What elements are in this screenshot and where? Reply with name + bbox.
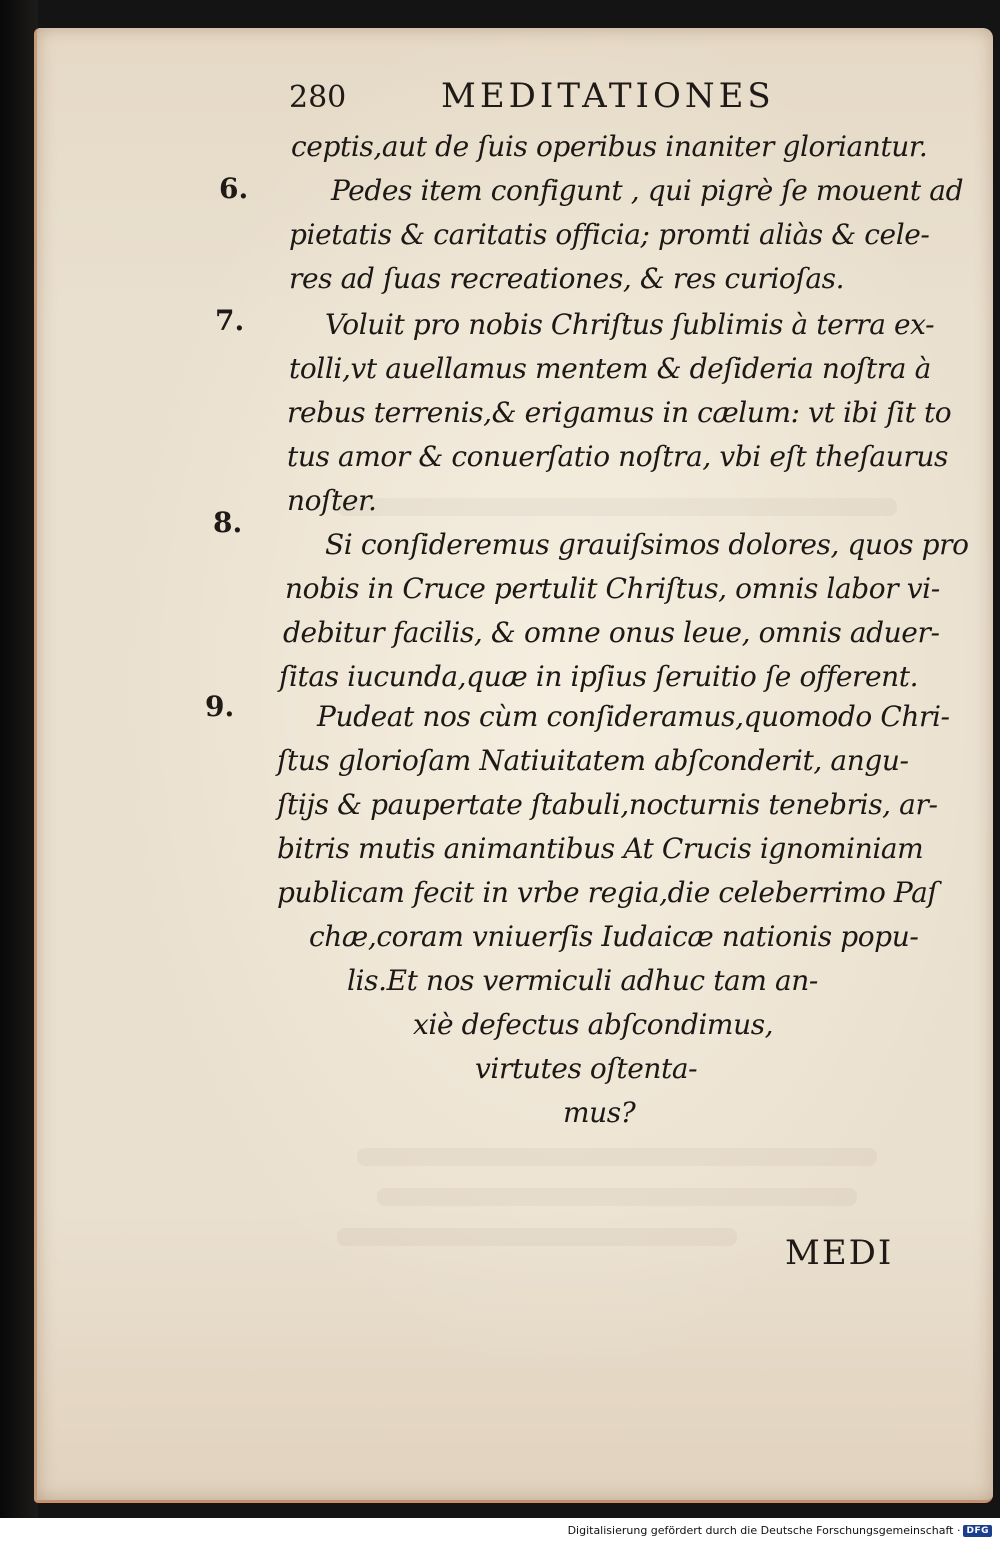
text-line: publicam fecit in vrbe regia,die celeberrimo Paſ (277, 876, 938, 909)
paragraph-number: 9. (205, 690, 235, 723)
page-text (37, 28, 993, 1500)
paragraph-number: 8. (213, 506, 243, 539)
digitization-credit (568, 1523, 992, 1539)
credit-text: Digitalisierung gefördert durch die Deutsche Forschungsgemeinschaft · (567, 1524, 961, 1537)
text-line: Si conſideremus grauiſsimos dolores, quos pro (325, 528, 969, 561)
text-line: res ad ſuas recreationes, & res curioſas. (289, 262, 845, 295)
text-line: ſitas iucunda,quæ in ipſius ſeruitio ſe offerent. (279, 660, 919, 693)
dfg-logo-icon: DFG (963, 1525, 992, 1537)
paragraph-number: 6. (219, 172, 249, 205)
text-line: ſtijs & paupertate ſtabuli,nocturnis tenebris, ar- (277, 788, 938, 821)
text-line: Pudeat nos cùm conſideramus,quomodo Chri- (317, 700, 950, 733)
text-line: tolli,vt auellamus mentem & deſideria noſtra à (289, 352, 931, 385)
book-spine-shadow (0, 0, 38, 1518)
text-line: rebus terrenis,& erigamus in cælum: vt ibi ſit to (287, 396, 952, 429)
text-line: nobis in Cruce pertulit Chriſtus, omnis labor vi- (285, 572, 940, 605)
text-line: lis.Et nos vermiculi adhuc tam an- (347, 964, 818, 997)
text-line: debitur facilis, & omne onus leue, omnis aduer- (283, 616, 940, 649)
text-line: mus? (563, 1096, 636, 1129)
text-line: bitris mutis animantibus At Crucis ignominiam (277, 832, 924, 865)
text-line: virtutes oſtenta- (475, 1052, 698, 1085)
text-line: ſtus glorioſam Natiuitatem abſconderit, angu- (277, 744, 909, 777)
page-number: 280 (289, 80, 347, 115)
text-line: xiè defectus abſcondimus, (413, 1008, 774, 1041)
book-page (34, 28, 993, 1503)
text-line: Voluit pro nobis Chriſtus ſublimis à terra ex- (325, 308, 935, 341)
running-head: MEDITATIONES (441, 76, 775, 116)
text-line: tus amor & conuerſatio noſtra, vbi eſt theſaurus (287, 440, 948, 473)
text-line: noſter. (287, 484, 377, 517)
text-line: Pedes item configunt , qui pigrè ſe mouent ad (331, 174, 964, 207)
text-line: ceptis,aut de ſuis operibus inaniter gloriantur. (291, 130, 928, 163)
catchword: MEDI (785, 1233, 894, 1273)
text-line: pietatis & caritatis officia; promti aliàs & cele- (289, 218, 930, 251)
text-line: chæ,coram vniuerſis Iudaicæ nationis popu- (309, 920, 919, 953)
paragraph-number: 7. (215, 304, 245, 337)
